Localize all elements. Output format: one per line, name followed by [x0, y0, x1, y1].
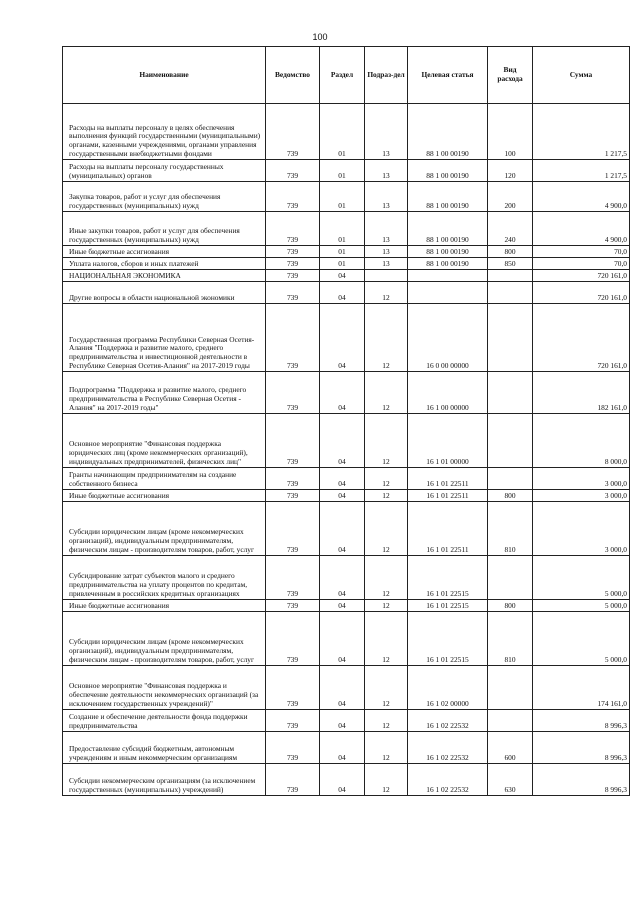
podrazdel-cell [365, 270, 408, 282]
expense-type-cell: 200 [488, 182, 533, 212]
row-name-cell: Иные бюджетные ассигнования [63, 246, 266, 258]
podrazdel-cell: 12 [365, 710, 408, 732]
target-article-cell: 88 1 00 00190 [408, 160, 488, 182]
razdel-cell: 04 [320, 600, 365, 612]
vedomstvo-cell: 739 [266, 160, 320, 182]
table-row [63, 372, 630, 414]
target-article-cell: 16 1 01 22511 [408, 490, 488, 502]
razdel-cell: 04 [320, 764, 365, 796]
col-header-target-article: Целевая статья [408, 47, 488, 104]
sum-cell: 3 000,0 [533, 468, 630, 490]
vedomstvo-cell: 739 [266, 502, 320, 556]
row-name-cell: Другие вопросы в области национальной экономики [63, 282, 266, 304]
sum-cell: 8 996,3 [533, 764, 630, 796]
table-row [63, 710, 630, 732]
table-row [63, 182, 630, 212]
row-name-cell: Уплата налогов, сборов и иных платежей [63, 258, 266, 270]
target-article-cell: 16 1 02 22532 [408, 710, 488, 732]
row-name-cell: Субсидии юридическим лицам (кроме некоммерческих организаций), индивидуальным предпринимателям, физическим лицам - производителям товаров, работ, услуг [63, 502, 266, 556]
row-name-cell: Основное мероприятие "Финансовая поддержка юридических лиц (кроме некоммерческих организаций), индивидуальных предпринимателей, физических лиц" [63, 414, 266, 468]
vedomstvo-cell: 739 [266, 600, 320, 612]
sum-cell: 4 900,0 [533, 182, 630, 212]
sum-cell: 70,0 [533, 258, 630, 270]
razdel-cell: 01 [320, 182, 365, 212]
target-article-cell [408, 270, 488, 282]
podrazdel-cell: 13 [365, 258, 408, 270]
target-article-cell: 16 1 02 22532 [408, 764, 488, 796]
target-article-cell: 16 1 01 22511 [408, 502, 488, 556]
target-article-cell: 88 1 00 00190 [408, 182, 488, 212]
expense-type-cell [488, 710, 533, 732]
sum-cell: 1 217,5 [533, 104, 630, 160]
podrazdel-cell: 12 [365, 556, 408, 600]
sum-cell: 182 161,0 [533, 372, 630, 414]
target-article-cell: 16 1 01 22515 [408, 556, 488, 600]
sum-cell: 5 000,0 [533, 600, 630, 612]
podrazdel-cell: 12 [365, 612, 408, 666]
podrazdel-cell: 13 [365, 182, 408, 212]
target-article-cell [408, 282, 488, 304]
expense-type-cell: 240 [488, 212, 533, 246]
vedomstvo-cell: 739 [266, 246, 320, 258]
target-article-cell: 88 1 00 00190 [408, 212, 488, 246]
razdel-cell: 04 [320, 468, 365, 490]
target-article-cell: 16 1 01 00000 [408, 414, 488, 468]
expense-type-cell: 810 [488, 502, 533, 556]
razdel-cell: 01 [320, 246, 365, 258]
expense-type-cell [488, 556, 533, 600]
row-name-cell: Иные бюджетные ассигнования [63, 490, 266, 502]
row-name-cell: Гранты начинающим предпринимателям на создание собственного бизнеса [63, 468, 266, 490]
target-article-cell: 16 1 01 22511 [408, 468, 488, 490]
col-header-podrazdel: Подраз-дел [365, 47, 408, 104]
podrazdel-cell: 12 [365, 490, 408, 502]
table-row [63, 160, 630, 182]
expense-type-cell: 800 [488, 600, 533, 612]
page-number: 100 [312, 32, 328, 42]
sum-cell: 720 161,0 [533, 270, 630, 282]
vedomstvo-cell: 739 [266, 666, 320, 710]
col-header-razdel: Раздел [320, 47, 365, 104]
row-name-cell: Иные закупки товаров, работ и услуг для обеспечения государственных (муниципальных) нужд [63, 212, 266, 246]
row-name-cell: Подпрограмма "Поддержка и развитие малого, среднего предпринимательства в Республике Северная Осетия - Алания" на 2017-2019 годы" [63, 372, 266, 414]
table-row [63, 246, 630, 258]
razdel-cell: 04 [320, 372, 365, 414]
target-article-cell: 16 1 01 22515 [408, 600, 488, 612]
podrazdel-cell: 12 [365, 468, 408, 490]
vedomstvo-cell: 739 [266, 282, 320, 304]
podrazdel-cell: 12 [365, 372, 408, 414]
sum-cell: 8 996,3 [533, 710, 630, 732]
expense-type-cell [488, 414, 533, 468]
podrazdel-cell: 12 [365, 732, 408, 764]
expense-type-cell [488, 282, 533, 304]
sum-cell: 1 217,5 [533, 160, 630, 182]
expense-type-cell: 800 [488, 490, 533, 502]
table-row [63, 490, 630, 502]
vedomstvo-cell: 739 [266, 612, 320, 666]
expense-type-cell: 850 [488, 258, 533, 270]
podrazdel-cell: 13 [365, 212, 408, 246]
table-row [63, 732, 630, 764]
col-header-expense-type: Вид расхода [488, 47, 533, 104]
razdel-cell: 01 [320, 212, 365, 246]
expense-type-cell [488, 666, 533, 710]
target-article-cell: 88 1 00 00190 [408, 104, 488, 160]
row-name-cell: Субсидии юридическим лицам (кроме некоммерческих организаций), индивидуальным предпринимателям, физическим лицам - производителям товаров, работ, услуг [63, 612, 266, 666]
vedomstvo-cell: 739 [266, 258, 320, 270]
vedomstvo-cell: 739 [266, 710, 320, 732]
vedomstvo-cell: 739 [266, 764, 320, 796]
col-header-sum: Сумма [533, 47, 630, 104]
row-name-cell: Иные бюджетные ассигнования [63, 600, 266, 612]
vedomstvo-cell: 739 [266, 490, 320, 502]
expense-type-cell: 810 [488, 612, 533, 666]
vedomstvo-cell: 739 [266, 270, 320, 282]
podrazdel-cell: 12 [365, 600, 408, 612]
podrazdel-cell: 12 [365, 764, 408, 796]
expense-type-cell [488, 270, 533, 282]
vedomstvo-cell: 739 [266, 304, 320, 372]
target-article-cell: 16 1 02 00000 [408, 666, 488, 710]
razdel-cell: 04 [320, 666, 365, 710]
vedomstvo-cell: 739 [266, 468, 320, 490]
expense-type-cell: 120 [488, 160, 533, 182]
vedomstvo-cell: 739 [266, 104, 320, 160]
podrazdel-cell: 12 [365, 414, 408, 468]
table-row [63, 556, 630, 600]
table-row [63, 666, 630, 710]
row-name-cell: Предоставление субсидий бюджетным, автономным учреждениям и иным некоммерческим организациям [63, 732, 266, 764]
sum-cell: 5 000,0 [533, 556, 630, 600]
razdel-cell: 04 [320, 270, 365, 282]
sum-cell: 720 161,0 [533, 304, 630, 372]
table-row [63, 764, 630, 796]
sum-cell: 3 000,0 [533, 490, 630, 502]
sum-cell: 8 000,0 [533, 414, 630, 468]
row-name-cell: Субсидии некоммерческим организациям (за исключением государственных (муниципальных) учреждений) [63, 764, 266, 796]
row-name-cell: Расходы на выплаты персоналу в целях обеспечения выполнения функций государственными (муниципальными) органами, казенными учреждениями, органами управления государственными внебюджетными фондами [63, 104, 266, 160]
razdel-cell: 04 [320, 502, 365, 556]
target-article-cell: 88 1 00 00190 [408, 246, 488, 258]
table-row [63, 282, 630, 304]
target-article-cell: 16 1 00 00000 [408, 372, 488, 414]
sum-cell: 70,0 [533, 246, 630, 258]
table-row [63, 414, 630, 468]
target-article-cell: 16 0 00 00000 [408, 304, 488, 372]
table-row [63, 258, 630, 270]
table-row [63, 612, 630, 666]
podrazdel-cell: 13 [365, 160, 408, 182]
vedomstvo-cell: 739 [266, 212, 320, 246]
row-name-cell: Субсидирование затрат субъектов малого и среднего предпринимательства на уплату процентов по кредитам, привлеченным в российских кредитных организациях [63, 556, 266, 600]
col-header-vedomstvo: Ведомство [266, 47, 320, 104]
sum-cell: 8 996,3 [533, 732, 630, 764]
sum-cell: 4 900,0 [533, 212, 630, 246]
expense-type-cell [488, 372, 533, 414]
vedomstvo-cell: 739 [266, 414, 320, 468]
row-name-cell: Расходы на выплаты персоналу государственных (муниципальных) органов [63, 160, 266, 182]
podrazdel-cell: 13 [365, 246, 408, 258]
expense-type-cell: 100 [488, 104, 533, 160]
target-article-cell: 16 1 01 22515 [408, 612, 488, 666]
row-name-cell: НАЦИОНАЛЬНАЯ ЭКОНОМИКА [63, 270, 266, 282]
razdel-cell: 04 [320, 282, 365, 304]
vedomstvo-cell: 739 [266, 372, 320, 414]
podrazdel-cell: 12 [365, 304, 408, 372]
header-row [63, 47, 630, 104]
row-name-cell: Государственная программа Республики Северная Осетия-Алания "Поддержка и развитие малого, среднего предпринимательства и инвестиционной деятельности в Республике Северная Осетия-Алания" на 2017-2019 годы [63, 304, 266, 372]
table-row [63, 600, 630, 612]
podrazdel-cell: 12 [365, 502, 408, 556]
row-name-cell: Создание и обеспечение деятельности фонда поддержки предпринимательства [63, 710, 266, 732]
table-row [63, 212, 630, 246]
podrazdel-cell: 12 [365, 666, 408, 710]
table-row [63, 104, 630, 160]
expense-type-cell: 600 [488, 732, 533, 764]
expense-type-cell: 800 [488, 246, 533, 258]
vedomstvo-cell: 739 [266, 182, 320, 212]
expense-type-cell: 630 [488, 764, 533, 796]
budget-table [62, 46, 630, 796]
razdel-cell: 01 [320, 160, 365, 182]
vedomstvo-cell: 739 [266, 732, 320, 764]
razdel-cell: 04 [320, 556, 365, 600]
table-row [63, 270, 630, 282]
razdel-cell: 04 [320, 710, 365, 732]
table-row [63, 502, 630, 556]
table-row [63, 304, 630, 372]
row-name-cell: Закупка товаров, работ и услуг для обеспечения государственных (муниципальных) нужд [63, 182, 266, 212]
razdel-cell: 04 [320, 490, 365, 502]
target-article-cell: 88 1 00 00190 [408, 258, 488, 270]
razdel-cell: 04 [320, 612, 365, 666]
razdel-cell: 04 [320, 732, 365, 764]
podrazdel-cell: 13 [365, 104, 408, 160]
razdel-cell: 01 [320, 258, 365, 270]
row-name-cell: Основное мероприятие "Финансовая поддержка и обеспечение деятельности некоммерческих организаций (за исключением государственных учреждений)" [63, 666, 266, 710]
sum-cell: 3 000,0 [533, 502, 630, 556]
razdel-cell: 04 [320, 414, 365, 468]
expense-type-cell [488, 468, 533, 490]
vedomstvo-cell: 739 [266, 556, 320, 600]
sum-cell: 174 161,0 [533, 666, 630, 710]
razdel-cell: 01 [320, 104, 365, 160]
table-row [63, 468, 630, 490]
target-article-cell: 16 1 02 22532 [408, 732, 488, 764]
expense-type-cell [488, 304, 533, 372]
sum-cell: 720 161,0 [533, 282, 630, 304]
col-header-name: Наименование [63, 47, 266, 104]
podrazdel-cell: 12 [365, 282, 408, 304]
razdel-cell: 04 [320, 304, 365, 372]
sum-cell: 5 000,0 [533, 612, 630, 666]
